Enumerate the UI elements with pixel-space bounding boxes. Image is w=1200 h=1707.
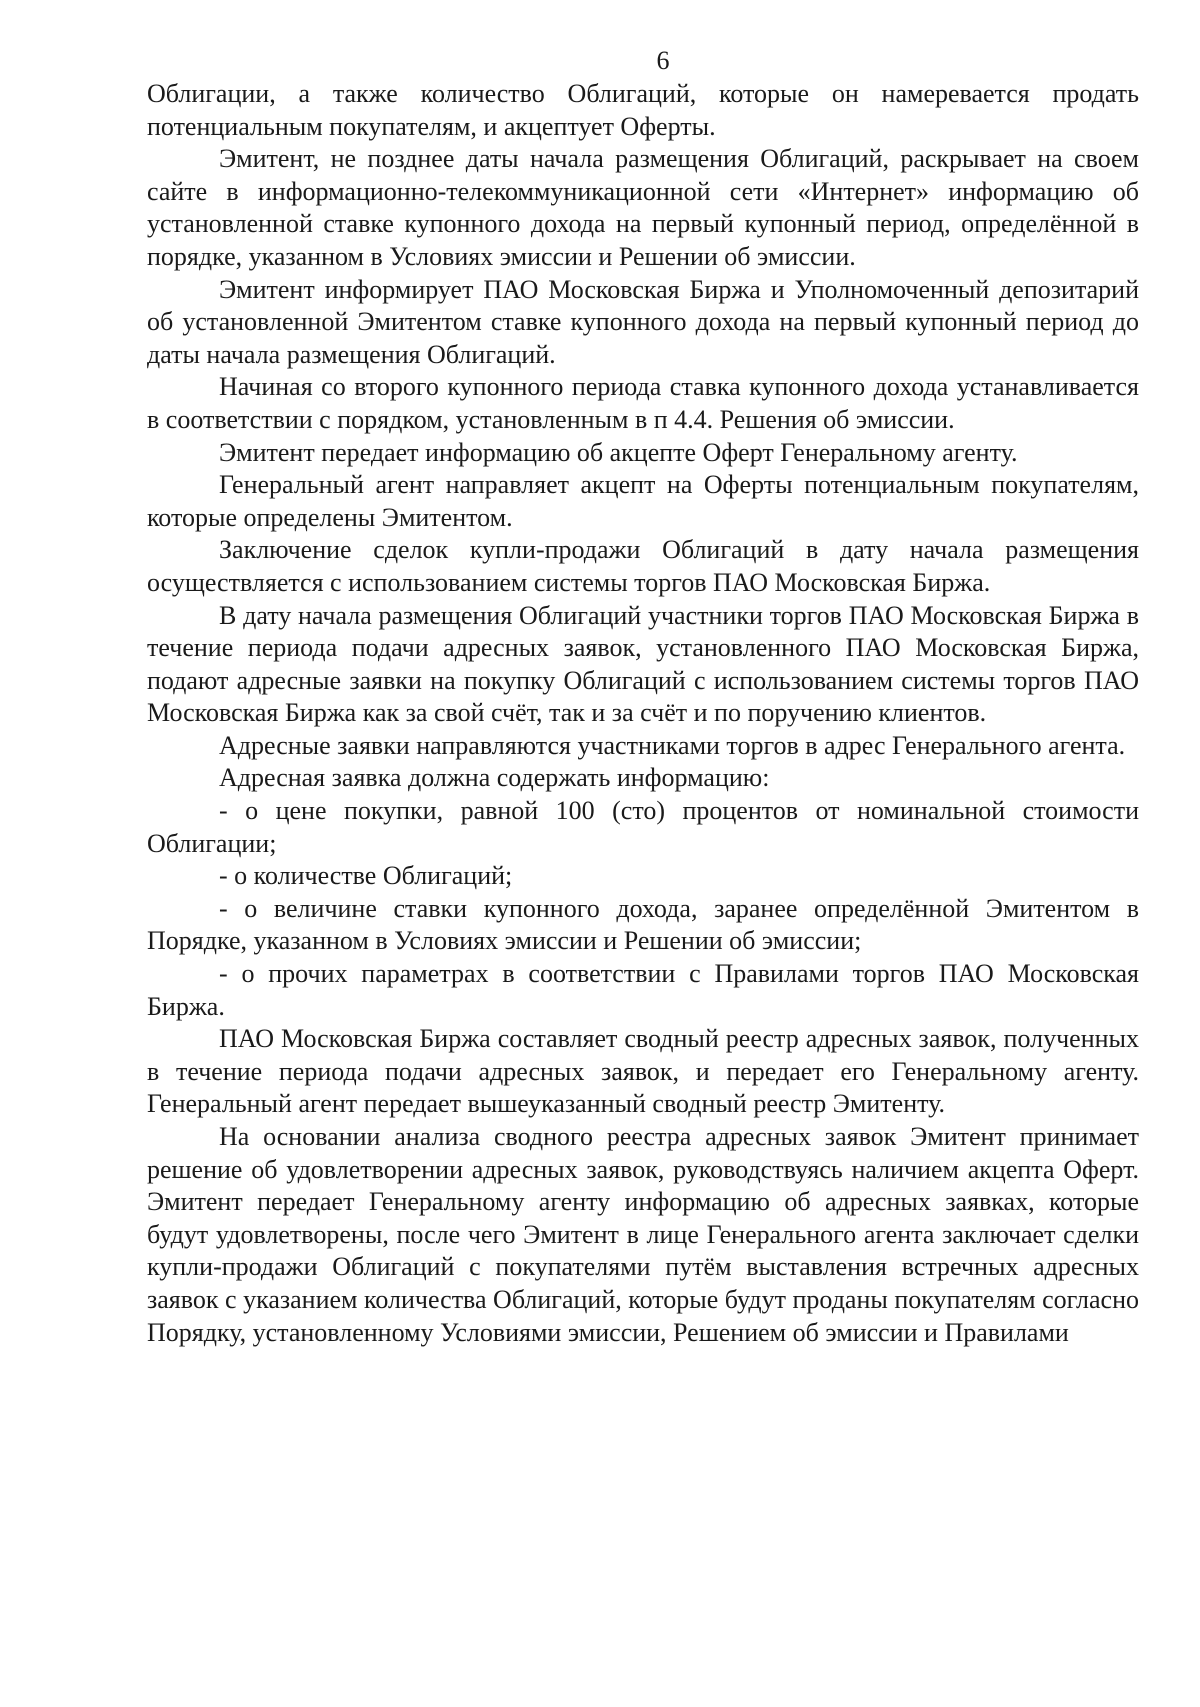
list-item: - о величине ставки купонного дохода, заранее определённой Эмитентом в Порядке, указанном в Условиях эмиссии и Решении об эмиссии;	[147, 893, 1139, 956]
paragraph: ПАО Московская Биржа составляет сводный реестр адресных заявок, полученных в течение периода подачи адресных заявок, и передает его Генеральному агенту. Генеральный агент передает вышеуказанный сводный реестр Эмитенту.	[147, 1024, 1139, 1119]
list-item: - о количестве Облигаций;	[219, 861, 513, 891]
paragraph: Генеральный агент направляет акцепт на Оферты потенциальным покупателям, которые определены Эмитентом.	[147, 470, 1139, 532]
page-number: 6	[656, 46, 670, 75]
list-item: - о прочих параметрах в соответствии с Правилами торгов ПАО Московская Биржа.	[147, 959, 1139, 1021]
paragraph: Адресная заявка должна содержать информацию:	[219, 763, 770, 793]
paragraph: Эмитент передает информацию об акцепте Оферт Генеральному агенту.	[219, 437, 1018, 467]
paragraph: Облигации, а также количество Облигаций, которые он намеревается продать потенциальным покупателям, и акцептует Оферты.	[147, 79, 1139, 141]
paragraph: Эмитент информирует ПАО Московская Биржа и Уполномоченный депозитарий об установленной Эмитентом ставке купонного дохода на первый купонный период до даты начала размещения Облигаций.	[147, 274, 1139, 369]
paragraph: На основании анализа сводного реестра адресных заявок Эмитент принимает решение об удовлетворении адресных заявок, руководствуясь наличием акцепта Оферт. Эмитент передает Генеральному агенту информацию об адресных заявках, которые будут удовлетворены, после чего Эмитент в лице Генерального агента заключает сделки купли-продажи Облигаций с покупателями путём выставления встречных адресных заявок с указанием количества Облигаций, которые будут проданы покупателям согласно Порядку, установленному Условиями эмиссии, Решением об эмиссии и Правилами	[147, 1122, 1139, 1347]
list-item: - о цене покупки, равной 100 (сто) процентов от номинальной стоимости Облигации;	[147, 796, 1139, 858]
paragraph: Заключение сделок купли-продажи Облигаций в дату начала размещения осуществляется с использованием системы торгов ПАО Московская Биржа.	[147, 535, 1139, 597]
paragraph: Начиная со второго купонного периода ставка купонного дохода устанавливается в соответствии с порядком, установленным в п 4.4. Решения об эмиссии.	[147, 372, 1139, 434]
paragraph: Эмитент, не позднее даты начала размещения Облигаций, раскрывает на своем сайте в информационно-телекоммуникационной сети «Интернет» информацию об установленной ставке купонного дохода на первый купонный период, определённой в порядке, указанном в Условиях эмиссии и Решении об эмиссии.	[147, 144, 1139, 271]
document-page	[147, 44, 1139, 1664]
paragraph: В дату начала размещения Облигаций участники торгов ПАО Московская Биржа в течение периода подачи адресных заявок, установленного ПАО Московская Биржа, подают адресные заявки на покупку Облигаций с использованием системы торгов ПАО Московская Биржа как за свой счёт, так и за счёт и по поручению клиентов.	[147, 600, 1139, 728]
paragraph: Адресные заявки направляются участниками торгов в адрес Генерального агента.	[219, 730, 1126, 760]
